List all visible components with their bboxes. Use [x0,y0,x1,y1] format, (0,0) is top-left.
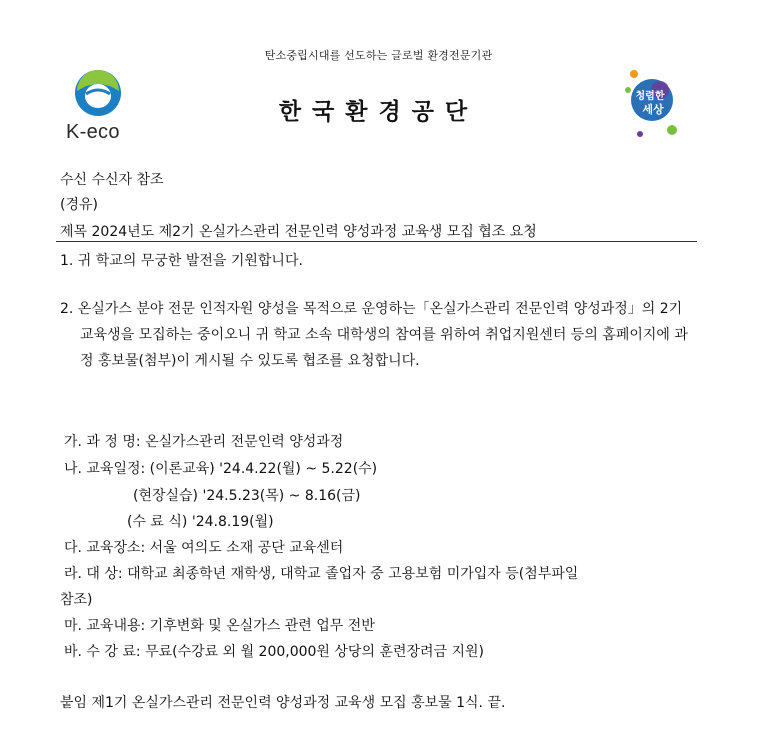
detail-content: 마. 교육내용: 기후변화 및 온실가스 관련 업무 전반 [64,618,375,634]
integrity-seal-icon [620,68,690,138]
via-line: (경유) [60,197,98,213]
org-tagline: 탄소중립시대를 선도하는 글로벌 환경전문기관 [264,49,493,62]
org-name: 한국환경공단 [278,99,479,125]
keco-logo [66,66,138,146]
detail-eligibility-cont: 참조) [60,592,93,608]
paragraph-1: 1. 귀 학교의 무궁한 발전을 기원합니다. [60,253,303,269]
detail-schedule-practice: (현장실습) '24.5.23(목) ~ 8.16(금) [133,488,361,504]
paragraph-2 [60,296,700,374]
detail-course-name: 가. 과 정 명: 온실가스관리 전문인력 양성과정 [64,434,344,450]
attachment-line: 붙임 제1기 온실가스관리 전문인력 양성과정 교육생 모집 홍보물 1식. 끝. [60,695,506,711]
svg-text:청렴한: 청렴한 [635,91,665,102]
detail-fee: 바. 수 강 료: 무료(수강료 외 월 200,000원 상당의 훈련장려금 지원) [64,644,485,660]
subject-line: 제목 2024년도 제2기 온실가스관리 전문인력 양성과정 교육생 모집 협조 요청 [60,224,537,240]
recipient-line: 수신 수신자 참조 [60,172,164,188]
detail-venue: 다. 교육장소: 서울 여의도 소재 공단 교육센터 [64,540,344,556]
svg-text:세상: 세상 [642,103,664,116]
integrity-seal-logo [620,68,690,138]
subject-divider [56,241,697,242]
keco-logo-text: K-eco [66,121,120,143]
detail-eligibility: 라. 대 상: 대학교 최종학년 재학생, 대학교 졸업자 중 고용보험 미가입자 등(첨부파일 [64,566,579,582]
paragraph-2-text: 2. 온실가스 분야 전문 인적자원 양성을 목적으로 운영하는「온실가스관리 전문인력 양성과정」의 2기 교육생을 모집하는 중이오니 귀 학교 소속 대학생의 참여를 위하여 취업지원센터 등의 홈페이지에 과정 홍보물(첨부)이 게시될 수 있도록 협조를 요청합니다. [60,301,688,369]
detail-schedule: 나. 교육일정: (이론교육) '24.4.22(월) ~ 5.22(수) [64,461,378,477]
keco-emblem-icon [66,66,138,122]
detail-schedule-completion: (수 료 식) '24.8.19(월) [127,514,274,530]
